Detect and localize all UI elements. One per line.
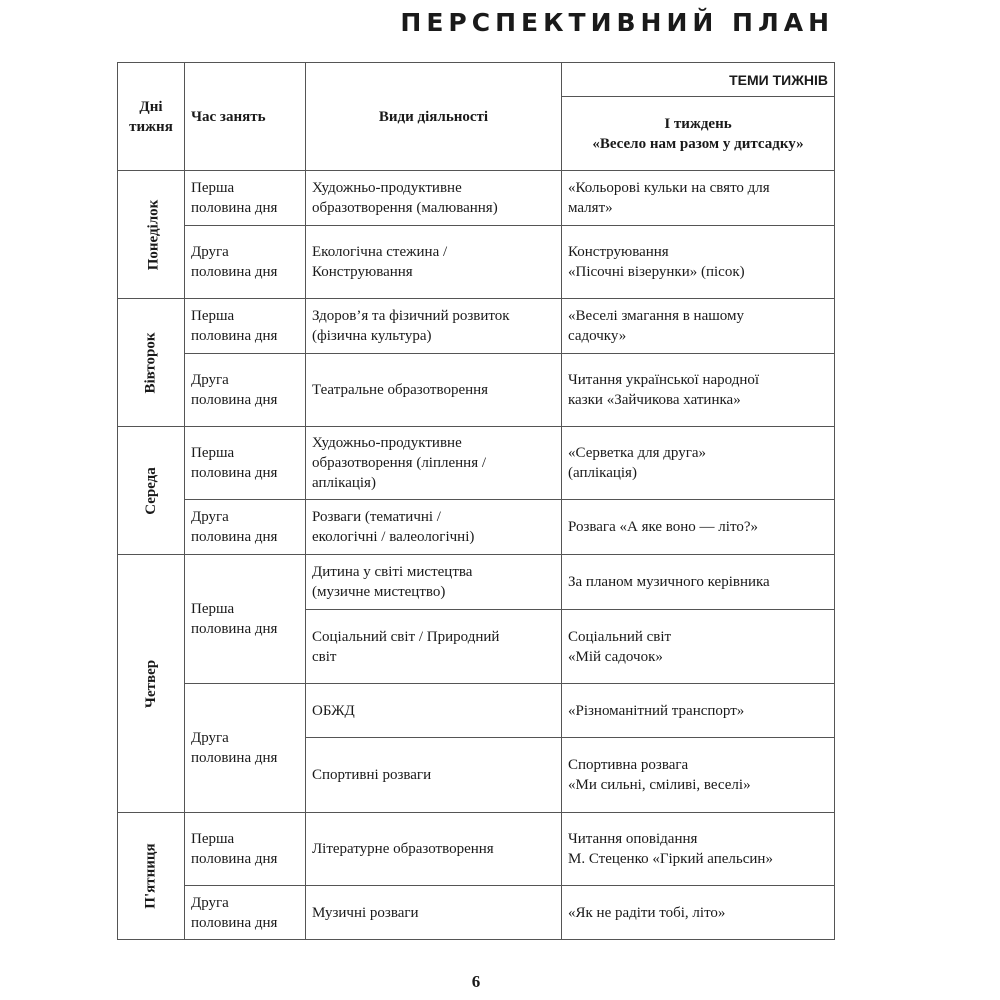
header-activities: Види діяльності <box>306 63 562 171</box>
table-row <box>118 226 835 299</box>
theme-cell: «Кольорові кульки на свято для малят» <box>562 171 835 226</box>
header-week: I тиждень «Весело нам разом у дитсадку» <box>562 97 835 171</box>
day-thursday <box>118 555 185 813</box>
table-row <box>118 427 835 500</box>
time-cell: Перша половина дня <box>185 813 306 886</box>
time-cell: Друга половина дня <box>185 886 306 940</box>
theme-cell: Соціальний світ «Мій садочок» <box>562 610 835 684</box>
day-label: Середа <box>142 466 159 515</box>
time-cell: Перша половина дня <box>185 555 306 684</box>
activity-cell: Музичні розваги <box>306 886 562 940</box>
table-row <box>118 684 835 738</box>
day-friday <box>118 813 185 940</box>
theme-cell: Читання оповідання М. Стеценко «Гіркий апельсин» <box>562 813 835 886</box>
table-row <box>118 354 835 427</box>
activity-cell: ОБЖД <box>306 684 562 738</box>
day-tuesday <box>118 299 185 427</box>
theme-cell: «Різноманітний транспорт» <box>562 684 835 738</box>
plan-table <box>117 62 835 940</box>
time-cell: Друга половина дня <box>185 500 306 555</box>
time-cell: Перша половина дня <box>185 299 306 354</box>
page-title: ПЕРСПЕКТИВНИЙ ПЛАН <box>400 8 834 37</box>
day-label: Четвер <box>142 659 159 708</box>
page-number: 6 <box>471 972 481 991</box>
activity-cell: Художньо-продуктивне образотворення (ліплення / аплікація) <box>306 427 562 500</box>
header-themes: ТЕМИ ТИЖНІВ <box>562 63 835 97</box>
time-cell: Перша половина дня <box>185 171 306 226</box>
theme-cell: «Серветка для друга» (аплікація) <box>562 427 835 500</box>
day-wednesday <box>118 427 185 555</box>
time-cell: Друга половина дня <box>185 354 306 427</box>
activity-cell: Спортивні розваги <box>306 738 562 813</box>
table-row <box>118 299 835 354</box>
activity-cell: Екологічна стежина / Конструювання <box>306 226 562 299</box>
header-row <box>118 63 835 97</box>
theme-cell: Розвага «А яке воно — літо?» <box>562 500 835 555</box>
table-row <box>118 555 835 610</box>
activity-cell: Здоров’я та фізичний розвиток (фізична культура) <box>306 299 562 354</box>
theme-cell: Читання української народної казки «Зайчикова хатинка» <box>562 354 835 427</box>
time-cell: Друга половина дня <box>185 226 306 299</box>
day-label: П'ятниця <box>143 843 159 909</box>
theme-cell: «Як не радіти тобі, літо» <box>562 886 835 940</box>
activity-cell: Дитина у світі мистецтва (музичне мистецтво) <box>306 555 562 610</box>
activity-cell: Літературне образотворення <box>306 813 562 886</box>
theme-cell: Конструювання «Пісочні візерунки» (пісок) <box>562 226 835 299</box>
theme-cell: Спортивна розвага «Ми сильні, сміливі, веселі» <box>562 738 835 813</box>
activity-cell: Театральне образотворення <box>306 354 562 427</box>
activity-cell: Художньо-продуктивне образотворення (малювання) <box>306 171 562 226</box>
activity-cell: Соціальний світ / Природний світ <box>306 610 562 684</box>
time-cell: Друга половина дня <box>185 684 306 813</box>
time-cell: Перша половина дня <box>185 427 306 500</box>
theme-cell: «Веселі змагання в нашому садочку» <box>562 299 835 354</box>
day-label: Вівторок <box>143 331 159 394</box>
table-row <box>118 813 835 886</box>
day-label: Понеділок <box>145 199 162 270</box>
activity-cell: Розваги (тематичні / екологічні / валеологічні) <box>306 500 562 555</box>
day-monday <box>118 171 185 299</box>
theme-cell: За планом музичного керівника <box>562 555 835 610</box>
table-row <box>118 886 835 940</box>
table-row <box>118 500 835 555</box>
table-row <box>118 171 835 226</box>
header-time: Час занять <box>185 63 306 171</box>
header-days: Дні тижня <box>118 63 185 171</box>
